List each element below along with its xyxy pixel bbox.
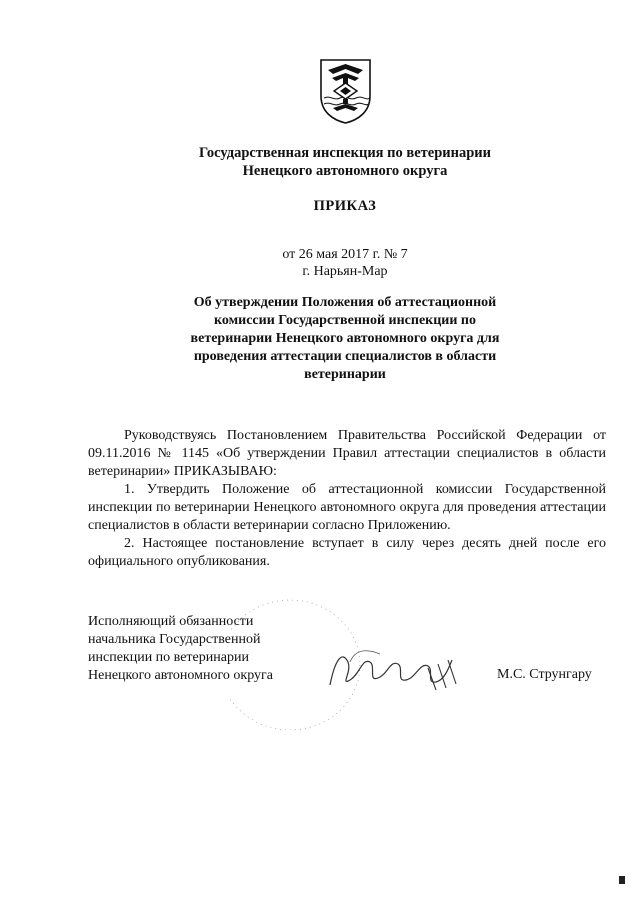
subject-line: ветеринарии Ненецкого автономного округа для bbox=[190, 331, 500, 346]
date-number: от 26 мая 2017 г. № 7 bbox=[282, 247, 408, 262]
subject-line: комиссии Государственной инспекции по bbox=[214, 313, 476, 328]
coat-of-arms-emblem bbox=[318, 58, 373, 124]
order-subject bbox=[150, 294, 540, 384]
position-line: Исполняющий обязанности bbox=[88, 614, 254, 629]
position-line: начальника Государственной bbox=[88, 632, 261, 647]
signatory-position bbox=[88, 613, 318, 685]
order-body bbox=[88, 427, 606, 571]
org-line-2: Ненецкого автономного округа bbox=[242, 163, 448, 179]
signatory-name: М.С. Струнгару bbox=[497, 667, 592, 682]
document-title: ПРИКАЗ bbox=[313, 198, 377, 214]
position-line: Ненецкого автономного округа bbox=[88, 668, 273, 683]
org-line-1: Государственная инспекция по ветеринарии bbox=[198, 145, 491, 161]
subject-line: ветеринарии bbox=[304, 367, 386, 382]
position-line: инспекции по ветеринарии bbox=[88, 650, 249, 665]
body-paragraph: Руководствуясь Постановлением Правительства Российской Федерации от 09.11.2016 № 1145 «Об утверждении Правил аттестации специалистов в области ветеринарии» ПРИКАЗЫВАЮ: bbox=[88, 428, 606, 479]
body-paragraph: 1. Утвердить Положение об аттестационной комиссии Государственной инспекции по ветеринарии Ненецкого автономного округа для проведения аттестации специалистов в области ветеринарии согласно Приложению. bbox=[88, 482, 606, 533]
organization-name bbox=[120, 144, 570, 180]
city: г. Нарьян-Мар bbox=[302, 264, 388, 279]
date-and-place bbox=[120, 246, 570, 280]
subject-line: проведения аттестации специалистов в области bbox=[193, 349, 497, 364]
page-corner-mark bbox=[619, 876, 625, 884]
body-paragraph: 2. Настоящее постановление вступает в силу через десять дней после его официального опубликования. bbox=[88, 536, 606, 569]
subject-line: Об утверждении Положения об аттестационной bbox=[193, 295, 497, 310]
